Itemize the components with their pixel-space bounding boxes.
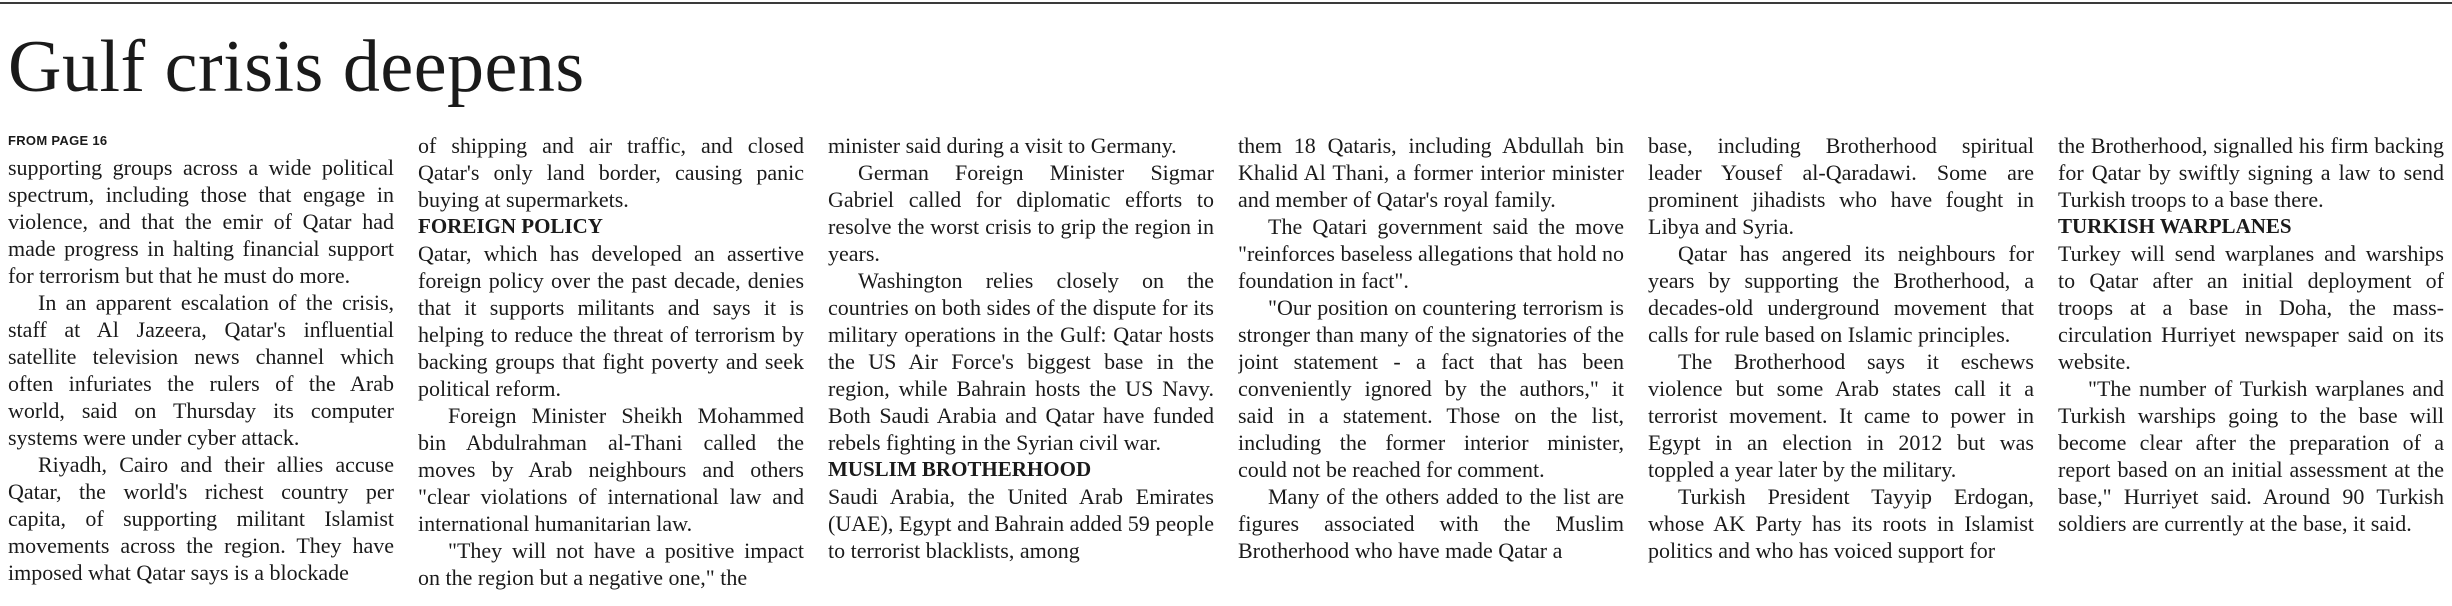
paragraph: Foreign Minister Sheikh Mohammed bin Abdulrahman al-Thani called the moves by Arab neighbours and others "clear violations of international law and international humanitarian law.: [418, 403, 804, 536]
paragraph: "The number of Turkish warplanes and Turkish warships going to the base will become clear after the preparation of a report based on an initial assessment at the base," Hurriyet said. Around 90 Turkish soldiers are currently at the base, it said.: [2058, 376, 2444, 536]
article-column-4: [1238, 132, 1624, 604]
article-columns: [8, 132, 2448, 604]
paragraph: Saudi Arabia, the United Arab Emirates (UAE), Egypt and Bahrain added 59 people to terrorist blacklists, among: [828, 484, 1214, 563]
paragraph: "Our position on countering terrorism is stronger than many of the signatories of the joint statement - a fact that has been conveniently ignored by the authors," it said in a statement. Those on the list, including the former interior minister, could not be reached for comment.: [1238, 295, 1624, 482]
subhead-muslim-brotherhood: MUSLIM BROTHERHOOD: [828, 457, 1092, 481]
subhead-foreign-policy: FOREIGN POLICY: [418, 214, 603, 238]
paragraph: Turkish President Tayyip Erdogan, whose AK Party has its roots in Islamist politics and who has voiced support for: [1648, 484, 2034, 563]
article-column-3: [828, 132, 1214, 604]
paragraph: supporting groups across a wide political spectrum, including those that engage in violence, and that the emir of Qatar had made progress in halting financial support for terrorism but that he must do more.: [8, 155, 394, 288]
paragraph: minister said during a visit to Germany.: [828, 133, 1177, 158]
paragraph: Turkey will send warplanes and warships to Qatar after an initial deployment of troops at a base in Doha, the mass-circulation Hurriyet newspaper said on its website.: [2058, 241, 2444, 374]
article-column-5: [1648, 132, 2034, 604]
top-rule: [0, 2, 2452, 4]
article-column-1: [8, 132, 394, 604]
paragraph: the Brotherhood, signalled his firm backing for Qatar by swiftly signing a law to send Turkish troops to a base there.: [2058, 133, 2444, 212]
paragraph: German Foreign Minister Sigmar Gabriel called for diplomatic efforts to resolve the worst crisis to grip the region in years.: [828, 160, 1214, 266]
paragraph: of shipping and air traffic, and closed Qatar's only land border, causing panic buying at supermarkets.: [418, 133, 804, 212]
paragraph: The Brotherhood says it eschews violence but some Arab states call it a terrorist movement. It came to power in Egypt in an election in 2012 but was toppled a year later by the military.: [1648, 349, 2034, 482]
article-column-2: [418, 132, 804, 604]
paragraph: The Qatari government said the move "reinforces baseless allegations that hold no foundation in fact".: [1238, 214, 1624, 293]
paragraph: Qatar has angered its neighbours for years by supporting the Brotherhood, a decades-old underground movement that calls for rule based on Islamic principles.: [1648, 241, 2034, 347]
jump-label: FROM PAGE 16: [8, 133, 108, 148]
paragraph: In an apparent escalation of the crisis, staff at Al Jazeera, Qatar's influential satellite television news channel which often infuriates the rulers of the Arab world, said on Thursday its computer systems were under cyber attack.: [8, 290, 394, 450]
headline: Gulf crisis deepens: [8, 26, 585, 108]
paragraph: Many of the others added to the list are figures associated with the Muslim Brotherhood who have made Qatar a: [1238, 484, 1624, 563]
subhead-turkish-warplanes: TURKISH WARPLANES: [2058, 214, 2292, 238]
article-column-6: [2058, 132, 2444, 604]
paragraph: them 18 Qataris, including Abdullah bin Khalid Al Thani, a former interior minister and member of Qatar's royal family.: [1238, 133, 1624, 212]
paragraph: "They will not have a positive impact on the region but a negative one," the: [418, 538, 804, 590]
paragraph: base, including Brotherhood spiritual leader Yousef al-Qaradawi. Some are prominent jihadists who have fought in Libya and Syria.: [1648, 133, 2034, 239]
paragraph: Riyadh, Cairo and their allies accuse Qatar, the world's richest country per capita, of supporting militant Islamist movements across the region. They have imposed what Qatar says is a blockade: [8, 452, 394, 585]
paragraph: Washington relies closely on the countries on both sides of the dispute for its military operations in the Gulf: Qatar hosts the US Air Force's biggest base in the region, while Bahrain hosts the US Navy. Both Saudi Arabia and Qatar have funded rebels fighting in the Syrian civil war.: [828, 268, 1214, 455]
paragraph: Qatar, which has developed an assertive foreign policy over the past decade, denies that it supports militants and says it is helping to reduce the threat of terrorism by backing groups that fight poverty and seek political reform.: [418, 241, 804, 401]
